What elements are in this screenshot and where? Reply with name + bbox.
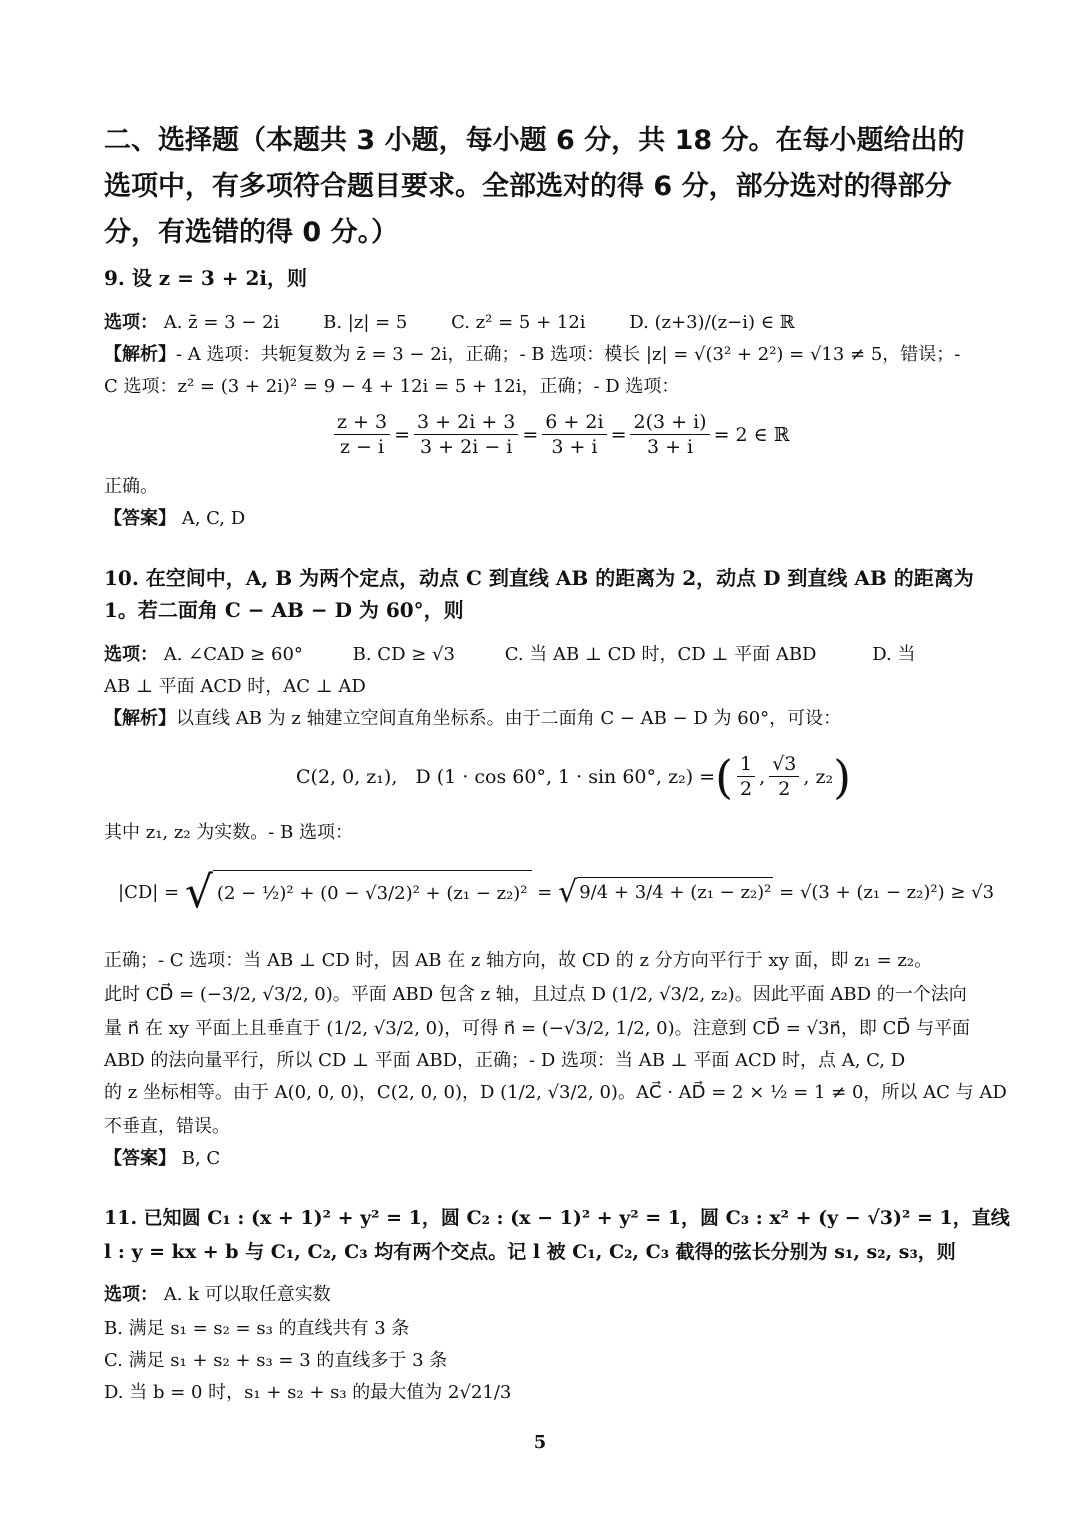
q10-option-c: C. 当 AB ⊥ CD 时，CD ⊥ 平面 ABD <box>504 644 817 665</box>
q10-options <box>104 640 984 670</box>
frac-num: 2(3 + i) <box>630 410 709 435</box>
q10-eq-cd-mid: = <box>537 881 553 903</box>
q9-answer-value: A, C, D <box>181 508 246 529</box>
q9-d-equation: $\frac{z + 3}{z - i}$ = $\frac{3 + 2i + 3}{3 + 2i - i}$ = $\frac{6 + 2i}{3 + i}$ = $\frac{2(3 + i)}{3 + i}$ = 2 ∈ ℝ <box>330 410 790 459</box>
q10-answer <box>104 1144 984 1174</box>
frac-num: 6 + 2i <box>542 410 606 435</box>
q10-analysis-line-6: ABD 的法向量平行，所以 CD ⊥ 平面 ABD，正确；- D 选项：当 AB ⊥ 平面 ACD 时，点 A, C, D <box>104 1050 906 1071</box>
q9-analysis-line-2: C 选项：z² = (3 + 2i)² = 9 − 4 + 12i = 5 + 12i，正确；- D 选项： <box>104 376 680 397</box>
q9-title: 9. 设 z = 3 + 2i，则 <box>104 266 307 290</box>
q10-eq-d-z2: , z₂ <box>803 765 834 788</box>
q9-frac-2 <box>414 410 518 459</box>
q10-answer-value: B, C <box>181 1148 221 1169</box>
q11-option-a: A. k 可以取任意实数 <box>163 1284 331 1305</box>
page-number: 5 <box>533 1432 547 1453</box>
q10-analysis-line-8: 不垂直，错误。 <box>104 1116 230 1137</box>
q10-option-d-cont: AB ⊥ 平面 ACD 时，AC ⊥ AD <box>104 676 366 697</box>
q10-analysis-line-4: 此时 CD⃗ = (−3/2, √3/2, 0)。平面 ABD 包含 z 轴，且过点 D (1/2, √3/2, z₂)。因此平面 ABD 的一个法向 <box>104 984 967 1005</box>
q9-answer-label: 【答案】 <box>104 508 176 529</box>
q10-option-b: B. CD ≥ √3 <box>352 644 455 665</box>
q9-option-c: C. z² = 5 + 12i <box>451 312 586 333</box>
q10-answer-label: 【答案】 <box>104 1148 176 1169</box>
q10-analysis-line-2: 其中 z₁, z₂ 为实数。- B 选项： <box>104 822 354 843</box>
frac-den: 2 <box>740 778 753 800</box>
q10-cd-equation: |CD| = √ (2 − ½)² + (0 − √3/2)² + (z₁ − z₂)² = √ 9/4 + 3/4 + (z₁ − z₂)² = √(3 + (z₁ − z₂)²) ≥ √3 <box>118 866 995 918</box>
q9-conclusion: 正确。 <box>104 476 158 497</box>
frac-num: √3 <box>769 752 799 777</box>
q10-eq-cd-left: |CD| = <box>118 881 180 903</box>
q9-frac-4 <box>630 410 709 459</box>
q9-answer <box>104 504 984 534</box>
frac-den: 2 <box>778 778 791 800</box>
q10-options-label: 选项： <box>104 644 158 665</box>
q10-option-a: A. ∠CAD ≥ 60° <box>163 644 303 665</box>
q11-title-line-1: 11. 已知圆 C₁ : (x + 1)² + y² = 1，圆 C₂ : (x − 1)² + y² = 1，圆 C₃ : x² + (y − √3)² = 1，直线 <box>104 1207 1010 1229</box>
q9-option-d: D. (z+3)/(z−i) ∈ ℝ <box>629 312 795 333</box>
q10-analysis-line-3: 正确；- C 选项：当 AB ⊥ CD 时，因 AB 在 z 轴方向，故 CD 的 z 分方向平行于 xy 面，即 z₁ = z₂。 <box>104 950 933 971</box>
q9-options-label: 选项： <box>104 312 158 333</box>
q9-options <box>104 308 984 338</box>
q11-options <box>104 1280 984 1310</box>
q10-option-d-start: D. 当 <box>872 644 916 665</box>
q10-analysis-line-1 <box>104 704 984 734</box>
frac-den: 3 + 2i − i <box>420 436 513 458</box>
frac-den: 3 + i <box>646 436 694 458</box>
q10-eq-cd-inner: (2 − ½)² + (0 − √3/2)² + (z₁ − z₂)² <box>213 870 532 915</box>
frac-den: 3 + i <box>551 436 598 458</box>
q11-options-label: 选项： <box>104 1284 158 1305</box>
q11-option-c: C. 满足 s₁ + s₂ + s₃ = 3 的直线多于 3 条 <box>104 1350 448 1371</box>
q10-analysis-line-5: 量 n⃗ 在 xy 平面上且垂直于 (1/2, √3/2, 0)，可得 n⃗ = (−√3/2, 1/2, 0)。注意到 CD⃗ = √3n⃗，即 CD⃗ 与平面 <box>104 1018 970 1039</box>
q10-analysis-line-7: 的 z 坐标相等。由于 A(0, 0, 0)，C(2, 0, 0)，D (1/2, √3/2, 0)。AC⃗ · AD⃗ = 2 × ½ = 1 ≠ 0，所以 AC 与 AD <box>104 1082 1007 1103</box>
q11-option-b: B. 满足 s₁ = s₂ = s₃ 的直线共有 3 条 <box>104 1318 410 1339</box>
frac-den: z − i <box>340 436 385 458</box>
q11-option-d: D. 当 b = 0 时，s₁ + s₂ + s₃ 的最大值为 2√21/3 <box>104 1382 512 1403</box>
q9-option-a: A. z̄ = 3 − 2i <box>163 312 280 333</box>
q9-analysis-line-1 <box>104 340 984 370</box>
frac-num: 3 + 2i + 3 <box>414 410 518 435</box>
section-heading: 二、选择题（本题共 3 小题，每小题 6 分，共 18 分。在每小题给出的选项中，有多项符合题目要求。全部选对的得 6 分，部分选对的得部分分，有选错的得 0 分。） <box>104 125 965 248</box>
q9-option-b: B. |z| = 5 <box>323 312 408 333</box>
q9-frac-1 <box>334 410 390 459</box>
q9-frac-3 <box>542 410 606 459</box>
q10-eq-cd-r2: = √(3 + (z₁ − z₂)²) ≥ √3 <box>779 881 995 903</box>
q11-title-line-2: l : y = kx + b 与 C₁, C₂, C₃ 均有两个交点。记 l 被 C₁, C₂, C₃ 截得的弦长分别为 s₁, s₂, s₃，则 <box>104 1241 956 1263</box>
q10-coord-equation: C(2, 0, z₁), D (1 · cos 60°, 1 · sin 60°, z₂) = ( $\frac{1}{2}$ , $\frac{√3}{2}$ , z₂ ) <box>296 749 852 804</box>
frac-num: 1 <box>737 752 755 777</box>
q9-analysis-label: 【解析】 <box>104 344 176 365</box>
q10-analysis-label: 【解析】 <box>104 708 176 729</box>
q10-title: 10. 在空间中，A, B 为两个定点，动点 C 到直线 AB 的距离为 2，动点 D 到直线 AB 的距离为 1。若二面角 C − AB − D 为 60°，则 <box>104 566 974 622</box>
frac-num: z + 3 <box>334 410 390 435</box>
q10-eq-d: D (1 · cos 60°, 1 · sin 60°, z₂) = <box>415 765 716 788</box>
q10-analysis-text-1: 以直线 AB 为 z 轴建立空间直角坐标系。由于二面角 C − AB − D 为 60°，可设： <box>176 708 842 729</box>
q9-eq-tail: = 2 ∈ ℝ <box>713 423 790 446</box>
q9-analysis-text-1: - A 选项：共轭复数为 z̄ = 3 − 2i，正确；- B 选项：模长 |z| = √(3² + 2²) = √13 ≠ 5，错误；- <box>176 344 961 365</box>
q10-eq-c: C(2, 0, z₁), <box>296 765 398 788</box>
q10-eq-cd-r1: 9/4 + 3/4 + (z₁ − z₂)² <box>577 877 773 908</box>
